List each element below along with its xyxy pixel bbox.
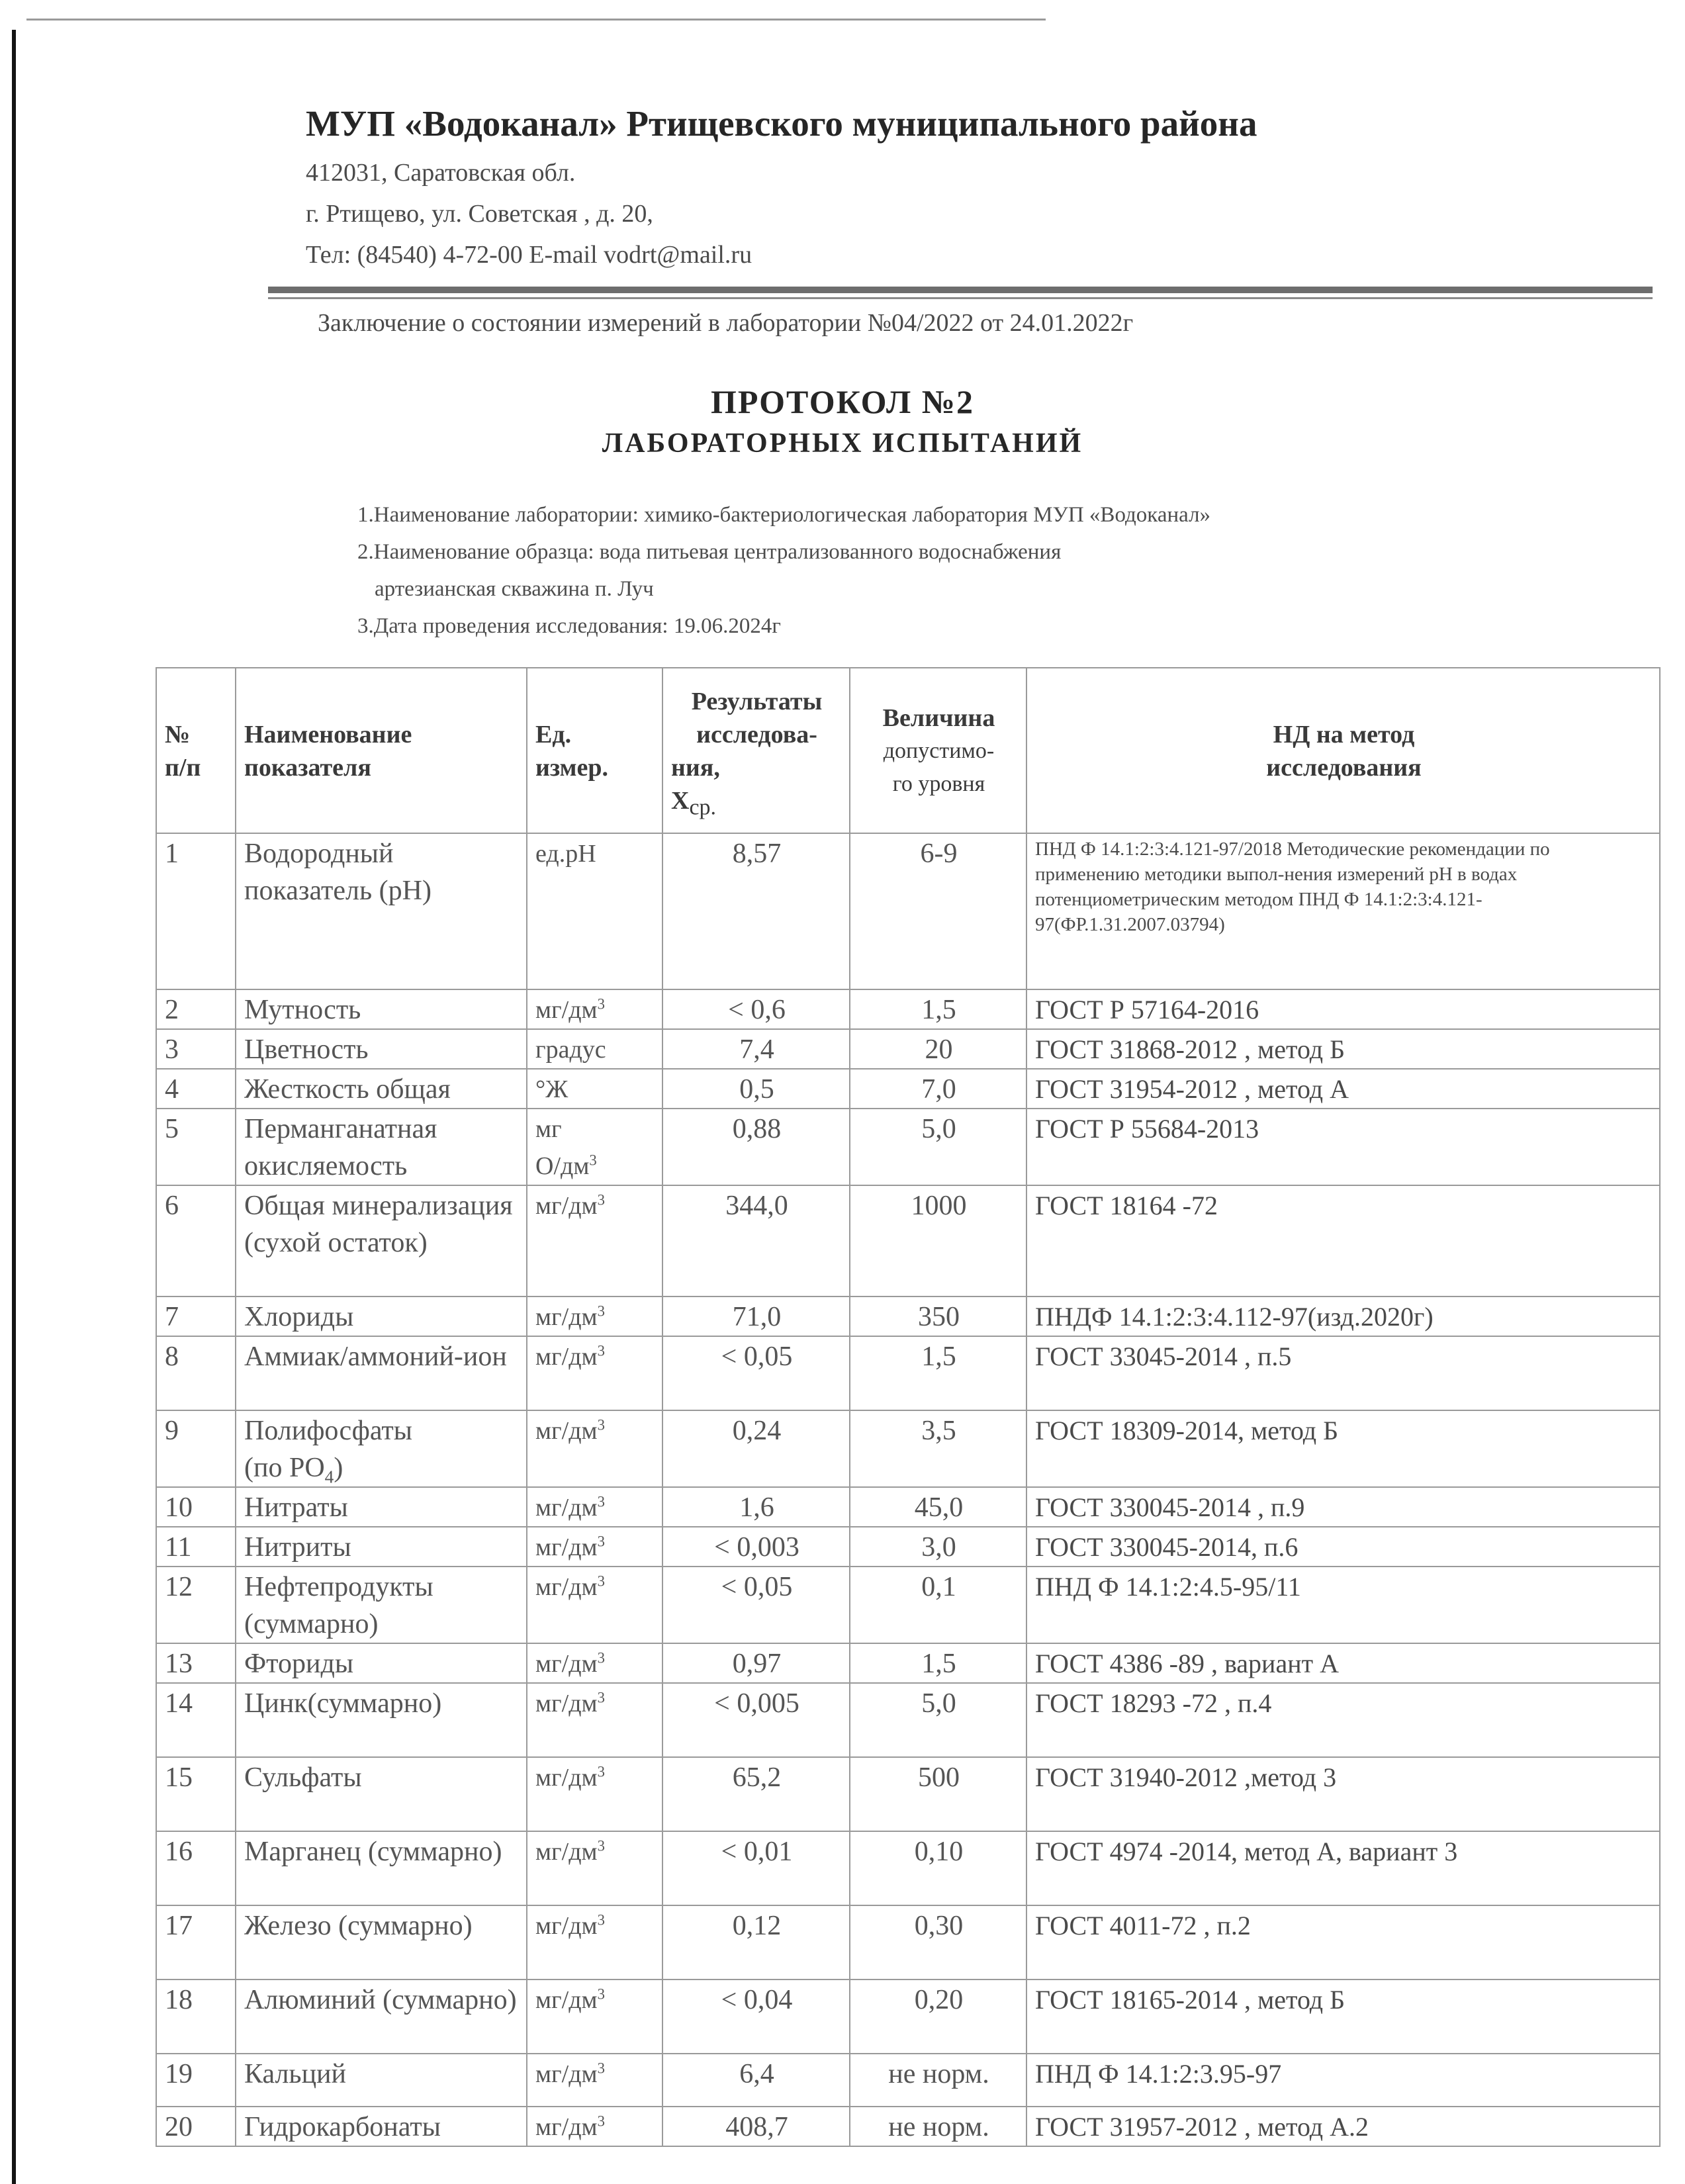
header-result-l3: ния,	[671, 754, 720, 782]
table-row	[156, 1069, 1660, 1109]
cell-result: 0,24	[662, 1410, 850, 1487]
cell-limit: 7,0	[850, 1069, 1026, 1109]
table-row	[156, 1527, 1660, 1567]
header-result-l1: Результаты	[691, 688, 823, 715]
cell-name-text: Марганец (суммарно)	[244, 1837, 502, 1867]
sample-info	[357, 496, 1210, 645]
header-result-l2: исследова-	[696, 721, 817, 749]
unit-exp: 3	[597, 1191, 605, 1208]
cell-limit: 0,10	[850, 1831, 1026, 1905]
unit-base: мг/дм	[535, 1690, 598, 1717]
header-divider-thick	[268, 287, 1653, 293]
table-row	[156, 1831, 1660, 1905]
cell-result: 0,12	[662, 1905, 850, 1979]
cell-unit	[527, 1336, 662, 1410]
unit-exp: 3	[589, 1152, 597, 1169]
cell-result: < 0,04	[662, 1979, 850, 2054]
cell-name-text: Жесткость общая	[244, 1074, 451, 1105]
cell-method: ГОСТ 18293 -72 , п.4	[1026, 1683, 1660, 1757]
cell-name-text: Мутность	[244, 995, 361, 1025]
cell-num: 16	[156, 1831, 236, 1905]
cell-num: 17	[156, 1905, 236, 1979]
cell-num: 9	[156, 1410, 236, 1487]
table-row	[156, 1487, 1660, 1527]
cell-method: ГОСТ 31868-2012 , метод Б	[1026, 1029, 1660, 1069]
cell-name-text: Хлориды	[244, 1302, 354, 1332]
cell-unit	[527, 1905, 662, 1979]
cell-num: 19	[156, 2054, 236, 2107]
cell-limit: не норм.	[850, 2107, 1026, 2146]
cell-unit	[527, 1683, 662, 1757]
cell-limit: 500	[850, 1757, 1026, 1831]
cell-result: < 0,005	[662, 1683, 850, 1757]
cell-limit: 3,5	[850, 1410, 1026, 1487]
cell-name-text: Цинк(суммарно)	[244, 1688, 442, 1719]
cell-result: < 0,6	[662, 989, 850, 1029]
cell-name	[236, 1831, 527, 1905]
cell-num: 13	[156, 1643, 236, 1683]
cell-name-text: Гидрокарбонаты	[244, 2112, 441, 2142]
cell-result: 7,4	[662, 1029, 850, 1069]
cell-name	[236, 2054, 527, 2107]
cell-name-text: Нитраты	[244, 1492, 348, 1523]
cell-limit: 0,20	[850, 1979, 1026, 2054]
cell-unit	[527, 1297, 662, 1336]
header-method-top: НД на метод	[1273, 721, 1415, 749]
cell-method: ГОСТ 31940-2012 ,метод 3	[1026, 1757, 1660, 1831]
cell-name	[236, 1905, 527, 1979]
cell-method: ГОСТ 4386 -89 , вариант А	[1026, 1643, 1660, 1683]
cell-num: 7	[156, 1297, 236, 1336]
cell-limit: 0,30	[850, 1905, 1026, 1979]
table-header-row	[156, 668, 1660, 833]
scan-edge-top	[26, 19, 1046, 21]
cell-num: 11	[156, 1527, 236, 1567]
cell-limit: 3,0	[850, 1527, 1026, 1567]
table-row	[156, 1109, 1660, 1185]
table-row	[156, 1905, 1660, 1979]
cell-method: ПНД Ф 14.1:2:3:4.121-97/2018 Методические рекомендации по применению методики выпол-нения измерений pH в водах потенциометрическим методом ПНД Ф 14.1:2:3:4.121-97(ФР.1.31.2007.03794)	[1026, 833, 1660, 989]
cell-num: 15	[156, 1757, 236, 1831]
cell-num: 8	[156, 1336, 236, 1410]
unit-base: мг/дм	[535, 1650, 598, 1678]
cell-unit	[527, 1643, 662, 1683]
table-row	[156, 1979, 1660, 2054]
header-method	[1026, 668, 1660, 833]
header-limit	[850, 668, 1026, 833]
table-row	[156, 1643, 1660, 1683]
table-row	[156, 1297, 1660, 1336]
header-limit-l1: Величина	[882, 704, 995, 732]
cell-result: < 0,05	[662, 1567, 850, 1643]
unit-base: мг/дм	[535, 1494, 598, 1522]
cell-limit: 0,1	[850, 1567, 1026, 1643]
unit-base: мг/дм	[535, 1417, 598, 1445]
cell-limit: 45,0	[850, 1487, 1026, 1527]
cell-method: ГОСТ 330045-2014 , п.9	[1026, 1487, 1660, 1527]
cell-name-text: Кальций	[244, 2059, 347, 2089]
unit-exp: 3	[597, 1302, 605, 1320]
cell-method: ГОСТ Р 57164-2016	[1026, 989, 1660, 1029]
unit-base: мг/дм	[535, 1343, 598, 1371]
cell-limit: 1,5	[850, 1643, 1026, 1683]
cell-unit	[527, 1831, 662, 1905]
header-name-top: Наименование	[244, 721, 412, 749]
cell-num: 10	[156, 1487, 236, 1527]
cell-limit: 6-9	[850, 833, 1026, 989]
cell-result: 6,4	[662, 2054, 850, 2107]
cell-result: 1,6	[662, 1487, 850, 1527]
table-row	[156, 1410, 1660, 1487]
info-sample: 2.Наименование образца: вода питьевая централизованного водоснабжения	[357, 540, 1062, 564]
header-unit	[527, 668, 662, 833]
unit-exp: 3	[597, 1493, 605, 1510]
cell-name-text: Перманганатная окисляемость	[244, 1114, 437, 1181]
cell-num: 14	[156, 1683, 236, 1757]
cell-unit	[527, 1410, 662, 1487]
info-lab: 1.Наименование лаборатории: химико-бактериологическая лаборатория МУП «Водоканал»	[357, 503, 1211, 527]
header-limit-l3: го уровня	[892, 772, 985, 796]
unit-exp: 3	[597, 1689, 605, 1706]
cell-unit	[527, 1029, 662, 1069]
org-contacts: Тел: (84540) 4-72-00 E-mail vodrt@mail.ru	[306, 241, 752, 269]
header-name	[236, 668, 527, 833]
cell-name-text: Аммиак/аммоний-ион	[244, 1342, 507, 1372]
cell-num: 6	[156, 1185, 236, 1297]
cell-unit	[527, 1069, 662, 1109]
table-row	[156, 2107, 1660, 2146]
cell-unit	[527, 989, 662, 1029]
cell-limit: 350	[850, 1297, 1026, 1336]
cell-name-text: Общая минерализация (сухой остаток)	[244, 1191, 513, 1258]
unit-base: мг/дм	[535, 1573, 598, 1601]
cell-name-text: Сульфаты	[244, 1762, 362, 1793]
cell-result: < 0,05	[662, 1336, 850, 1410]
cell-result: 65,2	[662, 1757, 850, 1831]
cell-result: 408,7	[662, 2107, 850, 2146]
unit-base: мг/дм	[535, 2060, 598, 2088]
cell-name	[236, 1336, 527, 1410]
scan-edge-left	[12, 30, 16, 2184]
cell-limit: 1,5	[850, 1336, 1026, 1410]
cell-result: 0,97	[662, 1643, 850, 1683]
unit-exp: 3	[597, 2113, 605, 2130]
cell-unit	[527, 2107, 662, 2146]
unit-base: мг/дм	[535, 1192, 598, 1220]
header-name-bottom: показателя	[244, 754, 371, 782]
cell-name	[236, 1109, 527, 1185]
cell-name	[236, 1069, 527, 1109]
cell-limit: 1000	[850, 1185, 1026, 1297]
unit-base: мг/дм	[535, 1912, 598, 1940]
cell-name-text: Алюминий (суммарно)	[244, 1985, 517, 2015]
cell-name	[236, 1643, 527, 1683]
cell-unit	[527, 1757, 662, 1831]
cell-name-text: Нефтепродукты (суммарно)	[244, 1572, 433, 1639]
cell-method: ГОСТ 31954-2012 , метод А	[1026, 1069, 1660, 1109]
cell-name-text: Цветность	[244, 1034, 369, 1065]
table-row	[156, 989, 1660, 1029]
cell-result: < 0,003	[662, 1527, 850, 1567]
unit-text: ед.pH	[535, 840, 596, 868]
unit-base: мг/дм	[535, 1986, 598, 2014]
cell-num: 3	[156, 1029, 236, 1069]
cell-num: 4	[156, 1069, 236, 1109]
cell-name	[236, 1757, 527, 1831]
unit-exp: 3	[597, 1911, 605, 1929]
cell-name-text: Железо (суммарно)	[244, 1911, 473, 1941]
unit-exp: 3	[597, 1572, 605, 1590]
cell-limit: 5,0	[850, 1683, 1026, 1757]
table-row	[156, 1336, 1660, 1410]
table-row	[156, 1683, 1660, 1757]
protocol-subtitle: ЛАБОРАТОРНЫХ ИСПЫТАНИЙ	[602, 428, 1083, 459]
cell-name	[236, 1029, 527, 1069]
accreditation-note: Заключение о состоянии измерений в лаборатории №04/2022 от 24.01.2022г	[318, 309, 1134, 337]
unit-exp: 3	[597, 1837, 605, 1854]
unit-base: мг/дм	[535, 1838, 598, 1866]
cell-method: ГОСТ 18309-2014, метод Б	[1026, 1410, 1660, 1487]
cell-unit	[527, 1487, 662, 1527]
unit-text: °Ж	[535, 1075, 569, 1103]
cell-name	[236, 1527, 527, 1567]
cell-num: 2	[156, 989, 236, 1029]
cell-name-sub: 4	[324, 1467, 334, 1487]
header-result-sub: ср.	[689, 795, 717, 820]
cell-name	[236, 1297, 527, 1336]
unit-exp: 3	[597, 1416, 605, 1433]
cell-unit	[527, 1185, 662, 1297]
cell-method: ПНДФ 14.1:2:3:4.112-97(изд.2020г)	[1026, 1297, 1660, 1336]
cell-limit: 20	[850, 1029, 1026, 1069]
cell-name	[236, 1979, 527, 2054]
header-limit-l2: допустимо-	[883, 739, 995, 763]
cell-name-text: Нитриты	[244, 1532, 351, 1563]
cell-method: ГОСТ 4974 -2014, метод А, вариант 3	[1026, 1831, 1660, 1905]
cell-method: ГОСТ 330045-2014, п.6	[1026, 1527, 1660, 1567]
org-address-line1: 412031, Саратовская обл.	[306, 159, 576, 187]
unit-pre: мг	[535, 1115, 562, 1143]
org-address-line2: г. Ртищево, ул. Советская , д. 20,	[306, 200, 653, 228]
cell-method: ГОСТ 18164 -72	[1026, 1185, 1660, 1297]
cell-name	[236, 1683, 527, 1757]
header-result-x: X	[671, 787, 690, 815]
cell-num: 5	[156, 1109, 236, 1185]
cell-result: 71,0	[662, 1297, 850, 1336]
unit-post: О/дм	[535, 1152, 590, 1180]
unit-base: мг/дм	[535, 2113, 598, 2141]
cell-result: 344,0	[662, 1185, 850, 1297]
cell-result: 0,5	[662, 1069, 850, 1109]
cell-name	[236, 1567, 527, 1643]
header-result	[662, 668, 850, 833]
cell-result: 8,57	[662, 833, 850, 989]
cell-unit	[527, 1109, 662, 1185]
cell-method: ГОСТ 31957-2012 , метод А.2	[1026, 2107, 1660, 2146]
unit-exp: 3	[597, 1985, 605, 2003]
cell-limit: 1,5	[850, 989, 1026, 1029]
cell-name	[236, 833, 527, 989]
header-method-bottom: исследования	[1266, 754, 1422, 782]
cell-result: < 0,01	[662, 1831, 850, 1905]
cell-unit	[527, 1567, 662, 1643]
cell-name-text: Полифосфаты	[244, 1416, 412, 1446]
table-row	[156, 1567, 1660, 1643]
cell-unit	[527, 1979, 662, 2054]
cell-method: ГОСТ 33045-2014 , п.5	[1026, 1336, 1660, 1410]
protocol-title: ПРОТОКОЛ №2	[710, 383, 975, 420]
cell-num: 20	[156, 2107, 236, 2146]
unit-exp: 3	[597, 1342, 605, 1359]
cell-name	[236, 2107, 527, 2146]
cell-num: 1	[156, 833, 236, 989]
unit-exp: 3	[597, 1533, 605, 1550]
cell-name-text: Фториды	[244, 1649, 354, 1679]
table-row	[156, 1757, 1660, 1831]
unit-base: мг/дм	[535, 996, 598, 1024]
header-unit-bottom: измер.	[535, 754, 609, 782]
header-unit-top: Ед.	[535, 721, 572, 749]
cell-method: ГОСТ 4011-72 , п.2	[1026, 1905, 1660, 1979]
cell-method: ГОСТ 18165-2014 , метод Б	[1026, 1979, 1660, 2054]
unit-exp: 3	[597, 1763, 605, 1780]
cell-method: ПНД Ф 14.1:2:3.95-97	[1026, 2054, 1660, 2107]
info-date: 3.Дата проведения исследования: 19.06.2024г	[357, 614, 781, 638]
table-row	[156, 1185, 1660, 1297]
cell-unit	[527, 1527, 662, 1567]
cell-method: ПНД Ф 14.1:2:4.5-95/11	[1026, 1567, 1660, 1643]
table-row	[156, 833, 1660, 989]
info-sample-cont: артезианская скважина п. Луч	[375, 577, 654, 601]
cell-method: ГОСТ Р 55684-2013	[1026, 1109, 1660, 1185]
unit-exp: 3	[597, 995, 605, 1013]
org-name: МУП «Водоканал» Ртищевского муниципального района	[306, 103, 1257, 144]
cell-name-text: Водородный показатель (pH)	[244, 839, 432, 906]
cell-num: 12	[156, 1567, 236, 1643]
unit-text: градус	[535, 1036, 606, 1064]
cell-name	[236, 1410, 527, 1487]
header-num	[156, 668, 236, 833]
unit-exp: 3	[597, 1649, 605, 1666]
unit-base: мг/дм	[535, 1303, 598, 1331]
table-row	[156, 1029, 1660, 1069]
unit-base: мг/дм	[535, 1533, 598, 1561]
cell-limit: 5,0	[850, 1109, 1026, 1185]
header-num-bottom: п/п	[165, 754, 201, 782]
results-table	[156, 667, 1661, 2147]
cell-name	[236, 1487, 527, 1527]
cell-unit	[527, 833, 662, 989]
cell-num: 18	[156, 1979, 236, 2054]
cell-result: 0,88	[662, 1109, 850, 1185]
cell-name-text-3: )	[334, 1453, 343, 1483]
table-row	[156, 2054, 1660, 2107]
cell-unit	[527, 2054, 662, 2107]
cell-name	[236, 1185, 527, 1297]
cell-limit: не норм.	[850, 2054, 1026, 2107]
letterhead	[306, 101, 1563, 275]
unit-base: мг/дм	[535, 1764, 598, 1792]
cell-name-text-2: (по PO	[244, 1453, 325, 1483]
unit-exp: 3	[597, 2060, 605, 2077]
cell-name	[236, 989, 527, 1029]
header-num-top: №	[165, 721, 191, 749]
header-divider-thin	[268, 297, 1653, 299]
